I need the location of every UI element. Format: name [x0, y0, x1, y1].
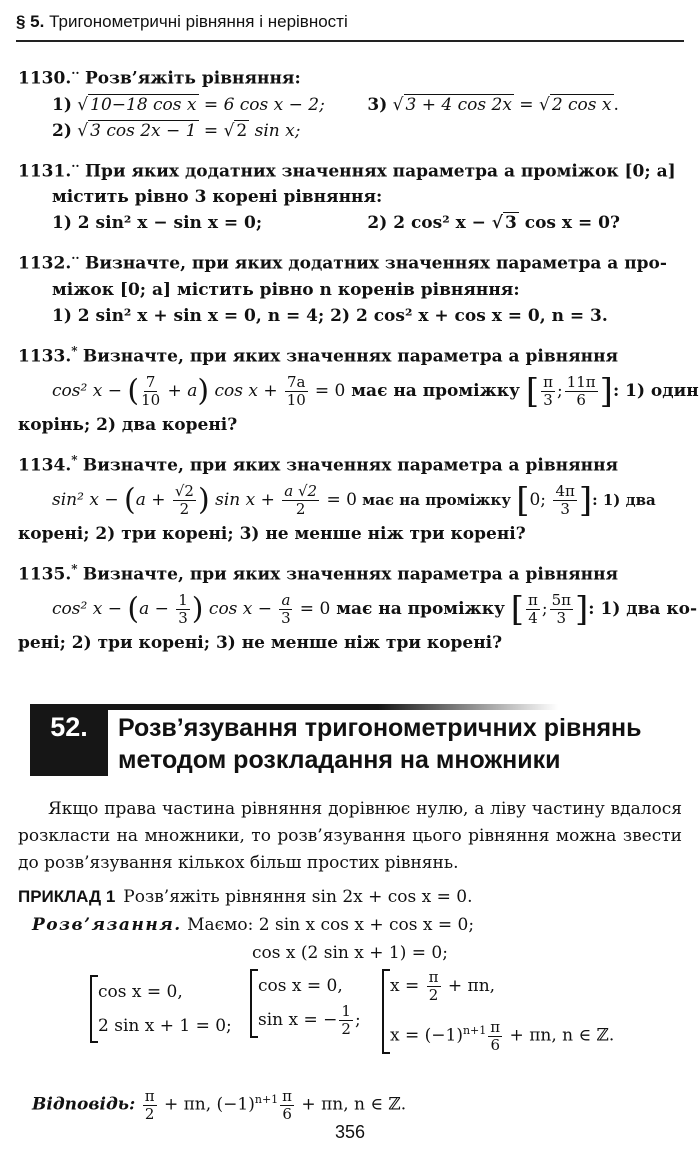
interval-start: 0;: [529, 489, 552, 510]
numerator: π: [490, 1017, 501, 1036]
system-row: [390, 1014, 614, 1054]
solution-line: [18, 911, 682, 939]
fraction: [141, 374, 160, 409]
equation-part: = 0: [321, 489, 357, 510]
denominator: 2: [179, 499, 190, 518]
item-label: 1): [52, 94, 72, 115]
radicand: 3: [504, 213, 517, 234]
equation-part: cos² x −: [52, 598, 128, 619]
exercise-1131: [18, 153, 682, 237]
exercise-number: 1135.: [18, 564, 72, 585]
equation-part: x =: [390, 976, 425, 996]
equation-part: = 0: [294, 598, 331, 619]
example-label: ПРИКЛАД 1: [18, 887, 116, 906]
fraction: [553, 483, 576, 518]
solution-text: Маємо: 2 sin x cos x + cos x = 0;: [181, 915, 475, 935]
difficulty-mark: *: [71, 562, 78, 577]
numerator: 11π: [566, 372, 596, 391]
header-rule: [16, 40, 684, 42]
numerator: π: [428, 968, 439, 986]
radicand: 3 cos 2x − 1: [90, 120, 197, 141]
system-row: [390, 969, 614, 1004]
fraction: [173, 483, 196, 518]
exercise-number: 1131.: [18, 161, 72, 182]
equation-item: 2) 2 cos² x −: [367, 213, 492, 234]
item-label: 3): [367, 94, 388, 115]
page-number: 356: [334, 1122, 366, 1142]
factored-equation: cos x (2 sin x + 1) = 0;: [252, 943, 448, 963]
fraction: [526, 592, 540, 627]
equation-row: cos² x − ( $\frac{7}{10}$ + a) cos x + $\frac{7a}{10}$ = 0 має на проміжку [ $\frac{\pi}{3}$ ; $\frac{11\pi}{6}$ ]: 1) один: [52, 371, 699, 412]
denominator: 2: [295, 499, 306, 518]
system-2: [250, 969, 361, 1038]
header-title: Тригонометричні рівняння і нерівності: [49, 12, 348, 31]
exercise-text: : 1) два: [592, 490, 656, 509]
numerator: 5π: [551, 590, 572, 609]
exercise-text: Визначте, при яких значеннях параметра a рівняння: [82, 455, 619, 476]
denominator: 3: [543, 390, 553, 409]
item-label: 2): [52, 120, 72, 141]
exercise-1133: [18, 338, 699, 438]
answer-line: [18, 1085, 682, 1123]
equation-items: 1) 2 sin² x + sin x = 0, n = 4; 2) 2 cos² x + cos x = 0, n = 3.: [52, 305, 608, 326]
period: .: [613, 94, 619, 115]
numerator: 1: [178, 590, 188, 609]
system-row: cos x = 0,: [258, 976, 343, 996]
denominator: 10: [286, 390, 306, 409]
section-title-line: методом розкладання на множники: [118, 746, 561, 774]
system-3: [382, 969, 614, 1054]
denominator: 6: [576, 390, 586, 409]
equation-part: + πn, n ∈ ℤ.: [504, 1025, 615, 1046]
exercise-lead: Розв’яжіть рівняння:: [85, 68, 301, 89]
fraction: [285, 374, 308, 409]
section-number: 52.: [30, 704, 108, 776]
exercise-1132: [18, 245, 682, 329]
running-header: [16, 12, 684, 38]
denominator: 10: [141, 390, 161, 409]
exercise-text: При яких додатних значеннях параметра a проміжок [0; a]: [85, 161, 676, 182]
fraction: [143, 1088, 157, 1123]
numerator: 7: [145, 372, 156, 391]
denominator: 3: [560, 499, 570, 518]
exercise-text: містить рівно 3 корені рівняння:: [52, 187, 383, 208]
exercise-number: 1132.: [18, 253, 72, 274]
exercise-text: має на проміжку: [330, 598, 511, 619]
fraction: [565, 374, 598, 409]
equals: =: [513, 94, 539, 115]
exercise-text: Визначте, при яких додатних значеннях параметра a про-: [85, 253, 667, 274]
radicand: 10−18 cos x: [90, 94, 197, 115]
fraction: [280, 1088, 294, 1123]
numerator: 1: [341, 1002, 351, 1020]
fraction: [176, 592, 190, 627]
numerator: a: [281, 590, 291, 609]
denominator: 3: [281, 608, 291, 627]
exercise-number: 1133.: [18, 346, 72, 367]
example-text: Розв’яжіть рівняння sin 2x + cos x = 0.: [123, 887, 473, 907]
denominator: 2: [428, 986, 439, 1004]
equation-rest: sin x;: [249, 120, 301, 141]
numerator: a √2: [284, 481, 318, 500]
equation-part: sin x = −: [258, 1010, 338, 1030]
equation-part: sin² x −: [52, 489, 124, 510]
equation-part: + a: [162, 380, 198, 401]
denominator: 6: [282, 1104, 292, 1123]
exercise-text: корені; 2) три корені; 3) не менше ніж три корені?: [18, 524, 526, 545]
difficulty-mark: ··: [71, 66, 80, 80]
equation-rest: = 6 cos x − 2;: [198, 94, 325, 115]
equation-part: = 0: [309, 380, 346, 401]
exercise-text: рені; 2) три корені; 3) не менше ніж три корені?: [18, 633, 503, 654]
section-body: [18, 796, 682, 1123]
banner-bar: [108, 704, 558, 710]
equation-part: + πn, n ∈ ℤ.: [296, 1094, 407, 1115]
numerator: π: [543, 372, 553, 391]
equation-part: sin x +: [209, 489, 281, 510]
exponent: n+1: [462, 1024, 487, 1037]
numerator: π: [528, 590, 538, 609]
numerator: √2: [174, 481, 194, 500]
difficulty-mark: *: [71, 453, 78, 468]
equation-part: a +: [135, 489, 171, 510]
exercise-number: 1130.: [18, 68, 72, 89]
fraction: [427, 969, 441, 1004]
answer-label: Відповідь:: [32, 1094, 136, 1115]
exercise-text: корінь; 2) два корені?: [18, 415, 238, 436]
radicand: 2 cos x: [551, 94, 612, 115]
system-row: [258, 1003, 361, 1038]
fraction: [541, 374, 555, 409]
equation-part: a −: [139, 598, 175, 619]
denominator: 3: [178, 608, 188, 627]
fraction: [282, 483, 319, 518]
difficulty-mark: ··: [71, 251, 80, 266]
equation-part: cos² x −: [52, 380, 128, 401]
exercise-1134: [18, 447, 682, 547]
exercise-1130: [18, 60, 682, 144]
header-section: § 5.: [16, 12, 45, 31]
exercise-text: має на проміжку: [356, 490, 517, 509]
equation-row: 1) √ 10−18 cos x = 6 cos x − 2; 3) √ 3 + 4 cos 2x = √ 2 cos x .: [52, 94, 619, 115]
exercise-text: Визначте, при яких значеннях параметра a рівняння: [82, 346, 619, 367]
exercise-text: Визначте, при яких значеннях параметра a рівняння: [82, 564, 619, 585]
equation-row: 1) 2 sin² x − sin x = 0; 2) 2 cos² x − √ 3 cos x = 0?: [52, 213, 620, 234]
exercise-text: міжок [0; a] містить рівно n коренів рівняння:: [52, 279, 520, 300]
fraction: [339, 1003, 353, 1038]
denominator: 6: [490, 1035, 500, 1054]
equation-row: cos² x − (a − $\frac{1}{3}$ ) cos x − $\frac{a}{3}$ = 0 має на проміжку [ $\frac{\pi}{4}$ ; $\frac{5\pi}{3}$ ]: 1) два ко-: [52, 589, 698, 630]
difficulty-mark: *: [71, 343, 78, 358]
section-banner: [18, 700, 682, 780]
system-1: [90, 975, 232, 1043]
exponent: n+1: [254, 1093, 279, 1106]
difficulty-mark: ··: [71, 158, 80, 173]
equation-part: x = (−1): [390, 1025, 463, 1046]
system-row: cos x = 0,: [98, 982, 183, 1002]
equation-part: + πn, (−1): [158, 1094, 255, 1115]
example-heading: [18, 883, 682, 911]
radicand: 3 + 4 cos 2x: [405, 94, 512, 115]
denominator: 3: [556, 608, 567, 627]
radicand: 2: [236, 120, 248, 141]
equation-part: + πn,: [442, 976, 496, 996]
solution-label: Розв’язання.: [32, 915, 182, 935]
numerator: 7a: [287, 372, 306, 391]
section-title-line: Розв’язування тригонометричних рівнянь: [118, 714, 642, 742]
equation-part: cos x −: [203, 598, 278, 619]
exercise-text: : 1) один: [612, 380, 699, 401]
system-row: 2 sin x + 1 = 0;: [98, 1016, 232, 1036]
equation-row: sin² x − (a + $\frac{√2}{2}$ ) sin x + $\frac{a √2}{2}$ = 0 має на проміжку [0; $\frac{4\pi}{3}$ ]: 1) два: [52, 480, 656, 521]
fraction: [488, 1019, 502, 1054]
exercise-list: [18, 60, 699, 665]
equation-part: ;: [354, 1010, 361, 1030]
numerator: π: [144, 1086, 155, 1105]
intro-paragraph: Якщо права частина рівняння дорівнює нулю, а ліву частину вдалося розкласти на множники, то розв’язування цього рівняння можна звести до розв’язування кількох більш простих рівнянь.: [18, 799, 682, 873]
exercise-number: 1134.: [18, 455, 72, 476]
equals: =: [198, 120, 224, 141]
exercise-1135: [18, 556, 698, 656]
numerator: 4π: [555, 481, 575, 500]
fraction: [279, 592, 292, 627]
exercise-text: : 1) два ко-: [588, 598, 698, 619]
equation-systems: [18, 969, 682, 1079]
numerator: π: [282, 1086, 293, 1105]
equation-row: 2) √ 3 cos 2x − 1 = √ 2 sin x;: [52, 120, 301, 141]
equation-rest: cos x = 0?: [518, 213, 620, 234]
equation-part: cos x +: [209, 380, 283, 401]
denominator: 2: [341, 1020, 351, 1038]
equation-item: 1) 2 sin² x − sin x = 0;: [52, 213, 263, 234]
fraction: [550, 592, 573, 627]
section-title: [118, 712, 642, 776]
denominator: 4: [528, 608, 538, 627]
exercise-text: має на проміжку: [345, 380, 526, 401]
denominator: 2: [144, 1104, 155, 1123]
